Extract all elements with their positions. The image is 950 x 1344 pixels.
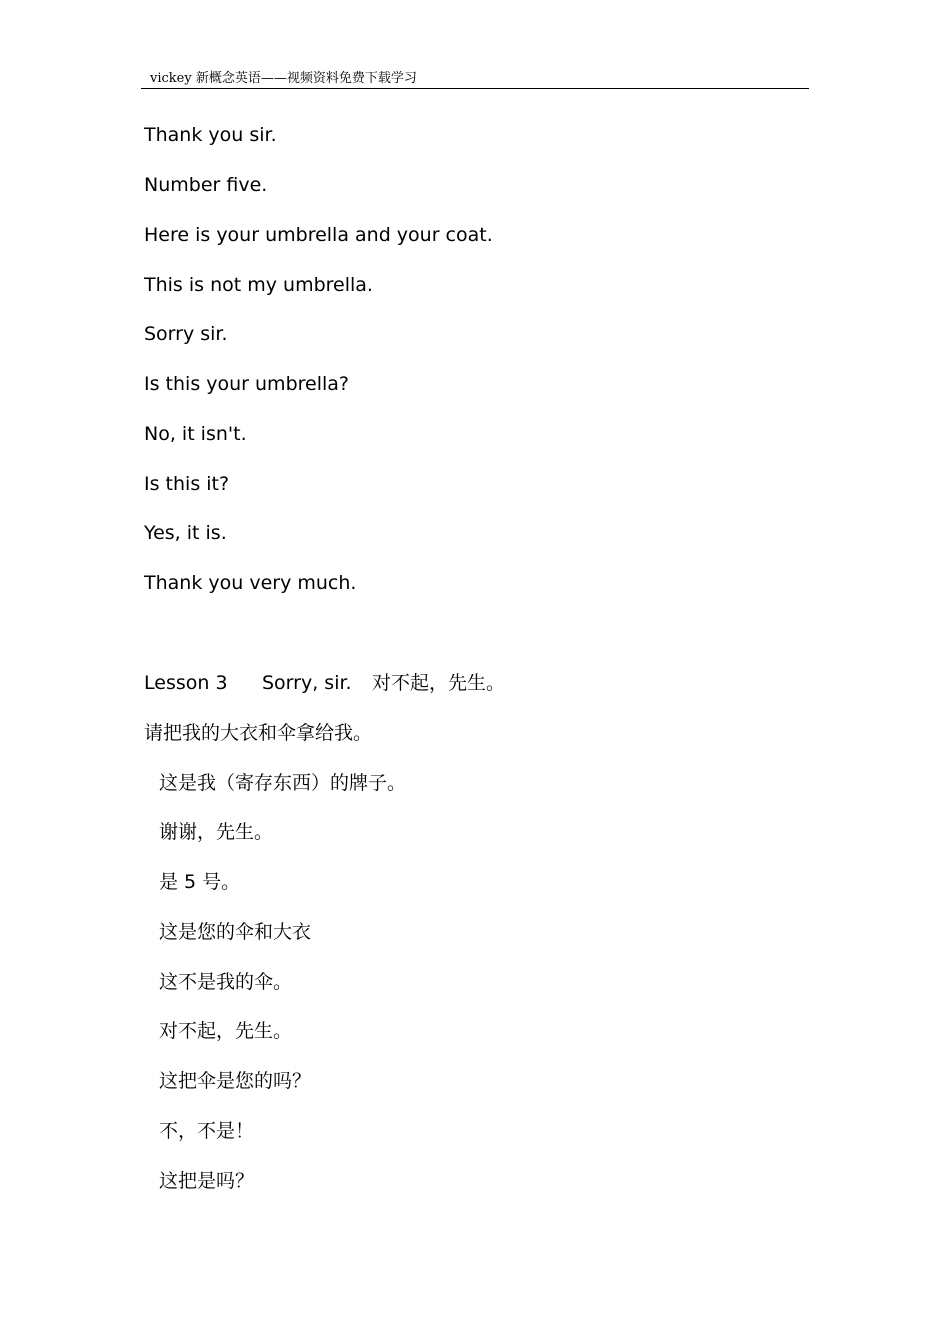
lesson-title-zh: 对不起，先生。 — [372, 672, 506, 694]
translation-line: 这把伞是您的吗？ — [159, 1070, 312, 1092]
translation-first-line: 请把我的大衣和伞拿给我。 — [144, 722, 373, 744]
translation-line: 这是您的伞和大衣 — [159, 921, 312, 943]
dialogue-line: Number five. — [144, 174, 268, 196]
dialogue-line: Is this it? — [144, 473, 230, 495]
dialogue-line: No, it isn't. — [144, 423, 247, 445]
page-header: vickey 新概念英语——视频资料免费下载学习 — [150, 71, 417, 86]
lesson-heading — [144, 671, 505, 695]
translation-line: 这是我（寄存东西）的牌子。 — [159, 772, 407, 794]
lesson-title-en: Sorry, sir. — [262, 672, 352, 694]
translation-line: 不，不是！ — [159, 1120, 255, 1142]
translation-line: 这不是我的伞。 — [159, 971, 293, 993]
translation-line: 这把是吗？ — [159, 1170, 255, 1192]
dialogue-line: Here is your umbrella and your coat. — [144, 224, 493, 246]
translation-line: 对不起，先生。 — [159, 1020, 293, 1042]
lesson-number: Lesson 3 — [144, 672, 228, 694]
dialogue-line: Thank you sir. — [144, 124, 277, 146]
dialogue-line: Yes, it is. — [144, 522, 227, 544]
dialogue-line: Is this your umbrella? — [144, 373, 349, 395]
header-rule — [141, 88, 809, 89]
dialogue-line: Sorry sir. — [144, 323, 228, 345]
dialogue-line: This is not my umbrella. — [144, 274, 373, 296]
translation-line: 谢谢，先生。 — [159, 821, 274, 843]
translation-line: 是 5 号。 — [159, 871, 241, 893]
dialogue-line: Thank you very much. — [144, 572, 357, 594]
